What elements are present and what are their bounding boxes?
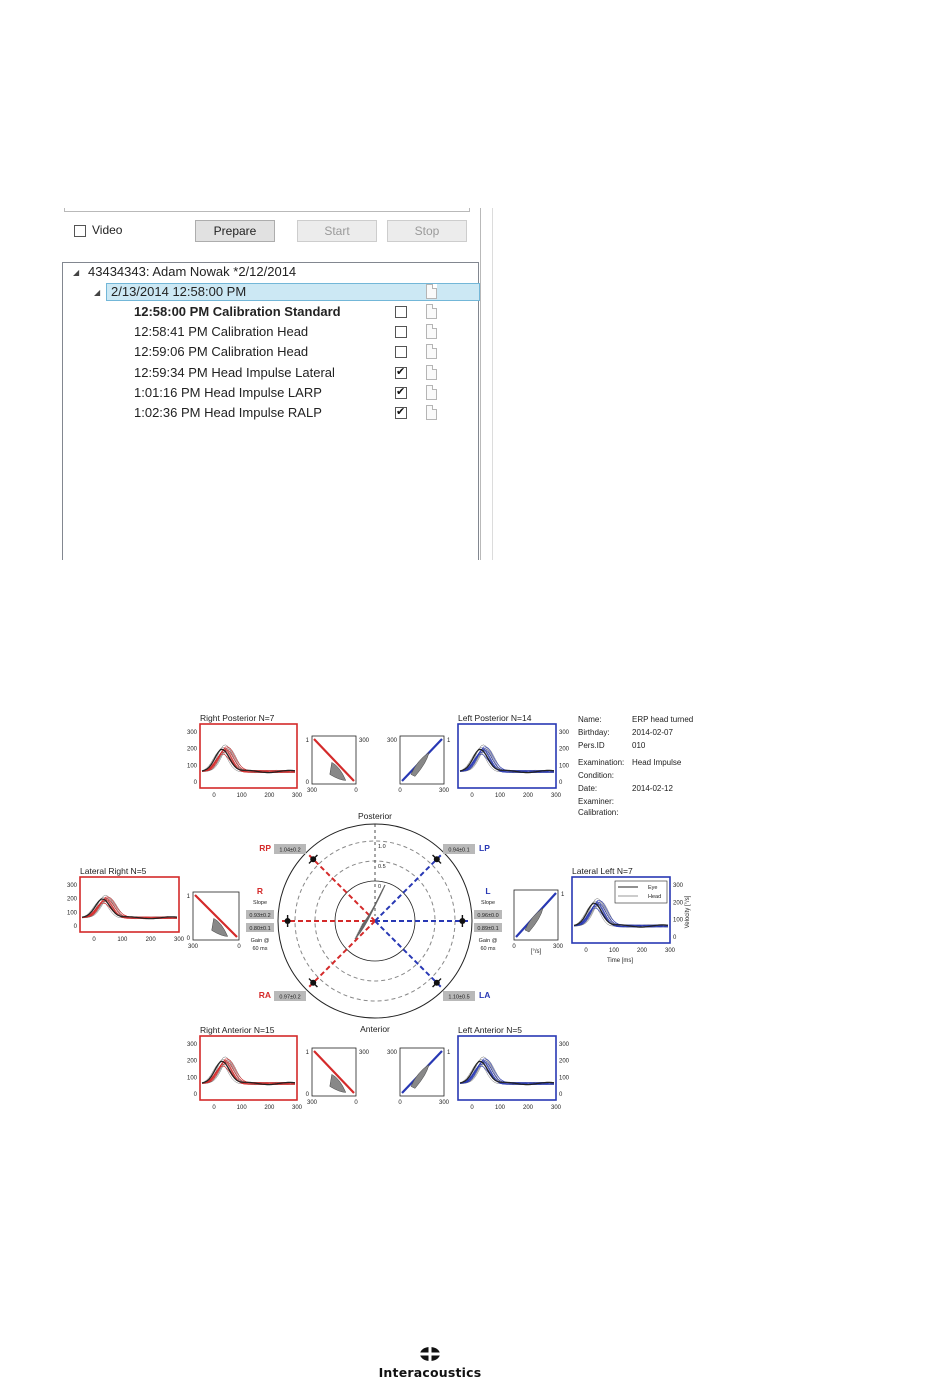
info-key: Birthday: (578, 728, 610, 737)
x-tick-label: 0 (584, 948, 588, 954)
la-spoke (375, 921, 442, 988)
slope-tick-label: 300 (386, 738, 397, 744)
time-axis-label: Time [ms] (606, 958, 634, 964)
slope-tick-label: 300 (359, 1050, 370, 1056)
canal-label: RA (258, 990, 271, 1000)
slope-tick-label: 300 (552, 944, 564, 950)
slope-tick-label: 0 (305, 780, 309, 786)
value-text: 1.10±0.5 (448, 994, 470, 1001)
trace-plot-frame (80, 877, 179, 932)
y-tick-label: 200 (673, 900, 684, 907)
video-label: Video (92, 223, 123, 237)
test-select-checkbox[interactable] (395, 346, 407, 358)
anterior-label: Anterior (360, 1024, 390, 1034)
panel-divider (480, 208, 481, 560)
l-slope-label: Slope (480, 900, 496, 906)
x-tick-label: 0 (212, 793, 216, 799)
canal-label: RP (259, 843, 271, 853)
document-icon[interactable] (426, 344, 437, 359)
info-value: 010 (632, 741, 646, 750)
r-slope-value: 0.93±0.2 (249, 913, 271, 919)
y-tick-label: 0 (559, 1092, 563, 1098)
test-select-checkbox[interactable] (395, 306, 407, 318)
session-node[interactable]: 2/13/2014 12:58:00 PM (111, 284, 247, 299)
document-icon[interactable] (426, 304, 437, 319)
y-tick-label: 200 (559, 1058, 570, 1065)
l-gain-value: 0.89±0.1 (477, 926, 499, 932)
slope-tick-label: 300 (187, 944, 199, 950)
y-tick-label: 300 (66, 883, 77, 889)
x-tick-label: 0 (212, 1105, 216, 1111)
r-gain-sub: 60 ms (252, 946, 268, 952)
trace-plot-title: Lateral Right N=5 (80, 866, 147, 876)
info-value: 2014-02-07 (632, 728, 673, 737)
ring-label: 1.0 (378, 844, 386, 850)
info-key: Name: (578, 715, 602, 724)
x-tick-label: 200 (264, 793, 275, 799)
slope-tick-label: 0 (186, 936, 190, 942)
info-key: Pers.ID (578, 741, 605, 750)
x-tick-label: 300 (664, 948, 676, 954)
y-tick-label: 0 (673, 935, 677, 941)
test-row-label[interactable]: 12:58:41 PM Calibration Head (134, 324, 309, 340)
y-tick-label: 300 (673, 883, 684, 889)
y-tick-label: 100 (186, 1075, 197, 1082)
trace-plot-title: Right Anterior N=15 (200, 1025, 275, 1035)
slope-tick-label: 300 (306, 1100, 318, 1106)
slope-tick-label: 0 (354, 788, 358, 794)
test-row-label[interactable]: 12:59:06 PM Calibration Head (134, 344, 309, 360)
value-text: 0.97±0.2 (279, 994, 301, 1001)
x-tick-label: 100 (117, 937, 128, 943)
y-tick-label: 0 (193, 780, 197, 786)
x-tick-label: 100 (236, 793, 247, 799)
slope-tick-label: 0 (305, 1092, 309, 1098)
test-select-checkbox[interactable] (395, 367, 407, 379)
document-icon[interactable] (426, 284, 437, 299)
velocity-axis-label: Velocity [°/s] (685, 895, 691, 929)
test-row-label[interactable]: 12:59:34 PM Head Impulse Lateral (134, 364, 335, 380)
y-tick-label: 200 (186, 1058, 197, 1065)
x-tick-label: 100 (494, 1105, 506, 1111)
test-row-label[interactable]: 12:58:00 PM Calibration Standard (134, 304, 341, 319)
canal-label: LP (479, 843, 490, 853)
slope-tick-label: 300 (306, 788, 318, 794)
l-gain-sub: 60 ms (480, 946, 496, 952)
r-gain-label: Gain @ (250, 938, 270, 944)
x-tick-label: 100 (236, 1105, 247, 1111)
y-tick-label: 0 (193, 1092, 197, 1098)
head-impulse-report (60, 700, 720, 1130)
y-tick-label: 100 (186, 763, 197, 770)
value-text: 0.94±0.1 (448, 847, 470, 854)
r-slope-label: Slope (252, 900, 268, 906)
slope-tick-label: 1 (305, 738, 309, 744)
panel-top-frame (64, 208, 470, 212)
slope-tick-label: 1 (561, 892, 565, 898)
slope-tick-label: 1 (447, 738, 451, 744)
y-tick-label: 300 (186, 730, 197, 736)
info-key: Calibration: (578, 808, 619, 817)
canal-label: LA (479, 990, 491, 1000)
start-button[interactable]: Start (297, 220, 377, 242)
x-tick-label: 300 (291, 1105, 303, 1111)
slope-tick-label: 0 (512, 944, 516, 950)
y-tick-label: 300 (559, 730, 570, 736)
y-tick-label: 0 (73, 924, 77, 930)
y-tick-label: 100 (559, 763, 570, 770)
document-icon[interactable] (426, 385, 437, 400)
test-select-checkbox[interactable] (395, 407, 407, 419)
x-tick-label: 0 (470, 793, 474, 799)
x-tick-label: 100 (608, 948, 620, 954)
ring-label: 0.5 (378, 864, 386, 870)
brand-mark-icon (365, 1346, 495, 1366)
test-select-checkbox[interactable] (395, 387, 407, 399)
info-value: ERP head turned (632, 715, 694, 724)
r-gain-value: 0.80±0.1 (249, 926, 271, 932)
x-tick-label: 200 (264, 1105, 275, 1111)
collapse-arrow-icon[interactable]: ◢ (73, 268, 80, 277)
posterior-label: Posterior (357, 811, 393, 821)
y-tick-label: 100 (559, 1075, 570, 1082)
x-tick-label: 300 (291, 793, 303, 799)
slope-tick-label: 300 (438, 788, 450, 794)
x-tick-label: 200 (522, 1105, 534, 1111)
x-tick-label: 200 (145, 937, 156, 943)
document-icon[interactable] (426, 324, 437, 339)
x-tick-label: 0 (92, 937, 96, 943)
brand-name: Interacoustics (378, 1365, 482, 1380)
legend-head-label: Head (648, 894, 662, 900)
info-key: Condition: (578, 771, 615, 780)
y-tick-label: 300 (186, 1042, 197, 1048)
trace-plot-frame (200, 724, 297, 788)
y-tick-label: 200 (66, 896, 77, 903)
rp-spoke (308, 854, 375, 921)
trace-plot-title: Left Anterior N=5 (458, 1025, 523, 1035)
info-value: 2014-02-12 (632, 784, 673, 793)
collapse-arrow-icon[interactable]: ◢ (94, 288, 101, 297)
slope-tick-label: 0 (398, 788, 402, 794)
x-tick-label: 0 (470, 1105, 474, 1111)
prepare-button[interactable]: Prepare (195, 220, 275, 242)
panel-divider-outer (492, 208, 493, 560)
patient-node[interactable]: 43434343: Adam Nowak *2/12/2014 (88, 264, 297, 279)
y-tick-label: 100 (66, 910, 77, 917)
info-key: Date: (578, 784, 598, 793)
slope-tick-label: 1 (447, 1050, 451, 1056)
l-slope-value: 0.96±0.0 (477, 913, 499, 919)
slope-tick-label: 0 (354, 1100, 358, 1106)
document-icon[interactable] (426, 365, 437, 380)
trace-plot-title: Left Posterior N=14 (458, 713, 532, 723)
slope-tick-label: 300 (359, 738, 370, 744)
trace-plot-frame (458, 724, 556, 788)
trace-plot-frame (200, 1036, 297, 1100)
interacoustics-logo (365, 1346, 495, 1382)
info-key: Examination: (578, 758, 625, 767)
video-checkbox[interactable] (74, 225, 86, 237)
y-tick-label: 200 (559, 746, 570, 753)
test-row-label[interactable]: 1:02:36 PM Head Impulse RALP (134, 405, 322, 420)
x-tick-label: 100 (494, 793, 506, 799)
y-tick-label: 300 (559, 1042, 570, 1048)
test-row-label[interactable]: 1:01:16 PM Head Impulse LARP (134, 384, 322, 400)
l-gain-label: Gain @ (478, 938, 498, 944)
stop-button[interactable]: Stop (387, 220, 467, 242)
trace-plot-title: Right Posterior N=7 (200, 713, 275, 723)
x-tick-label: 200 (522, 793, 534, 799)
x-tick-label: 300 (550, 1105, 562, 1111)
value-text: 1.04±0.2 (279, 847, 301, 854)
r-label: R (256, 886, 264, 896)
x-tick-label: 300 (173, 937, 185, 943)
info-value: Head Impulse (632, 758, 682, 767)
report-figure (60, 700, 720, 1130)
slope-tick-label: 0 (398, 1100, 402, 1106)
ra-spoke (308, 921, 375, 988)
l-label: L (485, 886, 491, 896)
y-tick-label: 100 (673, 917, 684, 924)
x-tick-label: 300 (550, 793, 562, 799)
slope-tick-label: 300 (438, 1100, 450, 1106)
y-tick-label: 200 (186, 746, 197, 753)
x-tick-label: 200 (636, 948, 648, 954)
info-key: Examiner: (578, 797, 615, 806)
ring-label: 0 (378, 884, 382, 890)
document-icon[interactable] (426, 405, 437, 420)
trace-plot-title: Lateral Left N=7 (572, 866, 633, 876)
test-select-checkbox[interactable] (395, 326, 407, 338)
trace-plot-frame (458, 1036, 556, 1100)
y-tick-label: 0 (559, 780, 563, 786)
slope-tick-label: 0 (237, 944, 241, 950)
slope-tick-label: 1 (305, 1050, 309, 1056)
legend-eye-label: Eye (648, 885, 658, 891)
deg-per-second-label: [°/s] (530, 949, 542, 955)
slope-tick-label: 1 (186, 894, 190, 900)
slope-tick-label: 300 (386, 1050, 397, 1056)
